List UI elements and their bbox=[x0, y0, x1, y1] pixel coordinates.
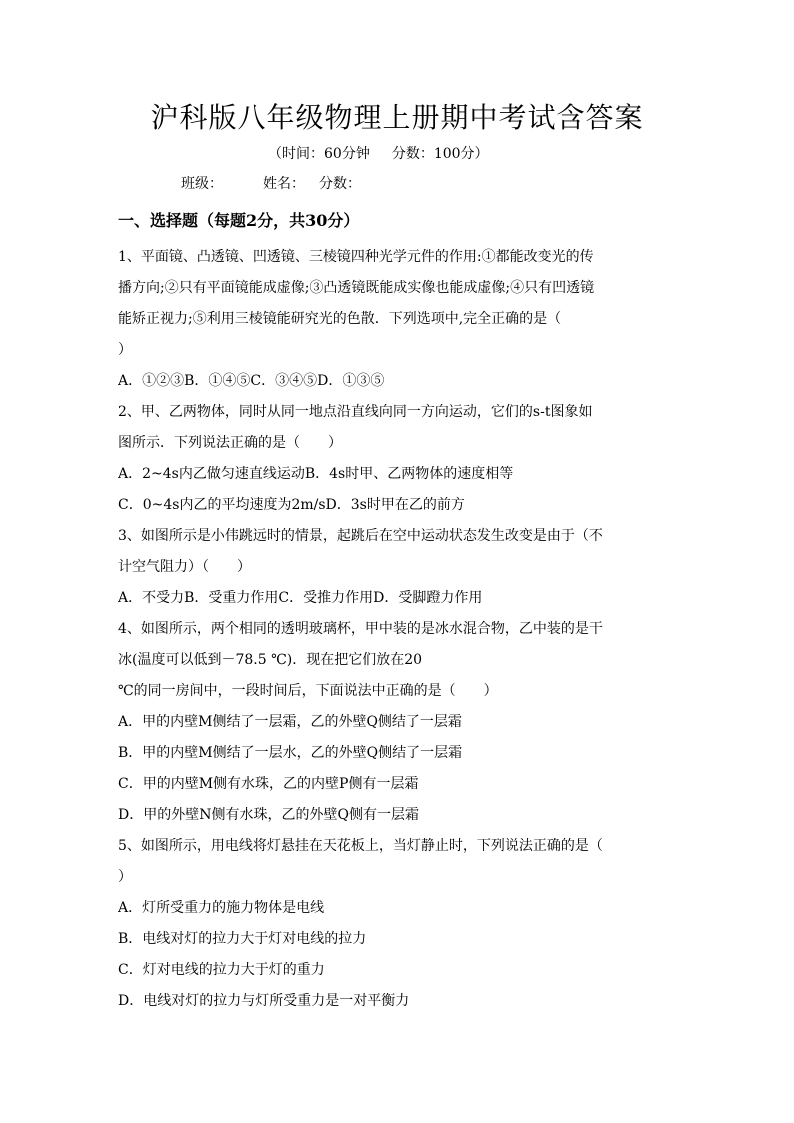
text-line: A．不受力B．受重力作用C．受推力作用D．受脚蹬力作用 bbox=[118, 590, 483, 606]
text-line: C．灯对电线的拉力大于灯的重力 bbox=[118, 962, 325, 978]
text-line: 5、如图所示，用电线将灯悬挂在天花板上，当灯静止时，下列说法正确的是（ bbox=[118, 838, 603, 854]
text-line: B．电线对灯的拉力大于灯对电线的拉力 bbox=[118, 931, 367, 947]
text-line: 1、平面镜、凸透镜、凹透镜、三棱镜四种光学元件的作用:①都能改变光的传 bbox=[118, 249, 594, 265]
text-line: ） bbox=[118, 342, 132, 358]
text-line: A．甲的内壁M侧结了一层霜，乙的外壁Q侧结了一层霜 bbox=[118, 714, 462, 730]
score-label: 分数： bbox=[319, 176, 361, 192]
class-label: 班级： bbox=[181, 176, 223, 192]
student-fields bbox=[181, 173, 361, 195]
text-line: D．电线对灯的拉力与灯所受重力是一对平衡力 bbox=[118, 993, 410, 1009]
text-line: A．灯所受重力的施力物体是电线 bbox=[118, 900, 325, 916]
text-line: C．甲的内壁M侧有水珠，乙的内壁P侧有一层霜 bbox=[118, 776, 419, 792]
text-line: ℃的同一房间中，一段时间后，下面说法中正确的是（ ） bbox=[118, 683, 498, 699]
text-line: ） bbox=[118, 869, 132, 885]
text-line: 计空气阻力）（ ） bbox=[118, 559, 251, 575]
text-line: 图所示．下列说法正确的是（ ） bbox=[118, 435, 342, 451]
text-line: 能矫正视力;⑤利用三棱镜能研究光的色散．下列选项中,完全正确的是（ bbox=[118, 311, 562, 327]
score-info: 分数：100分） bbox=[391, 146, 489, 162]
text-line: D．甲的外壁N侧有水珠，乙的外壁Q侧有一层霜 bbox=[118, 807, 419, 823]
text-line: 4、如图所示，两个相同的透明玻璃杯，甲中装的是冰水混合物，乙中装的是干 bbox=[118, 621, 603, 637]
text-line: 3、如图所示是小伟跳远时的情景，起跳后在空中运动状态发生改变是由于（不 bbox=[118, 528, 603, 544]
text-line: C．0~4s内乙的平均速度为2m/sD．3s时甲在乙的前方 bbox=[118, 497, 465, 513]
text-line: A．2~4s内乙做匀速直线运动B．4s时甲、乙两物体的速度相等 bbox=[118, 466, 514, 482]
text-line: A．①②③B．①④⑤C．③④⑤D．①③⑤ bbox=[118, 373, 385, 389]
text-line: 冰(温度可以低到－78.5 ℃)．现在把它们放在20 bbox=[118, 652, 423, 668]
text-line: B．甲的内壁M侧结了一层水，乙的外壁Q侧结了一层霜 bbox=[118, 745, 463, 761]
exam-meta bbox=[268, 143, 489, 165]
question-body bbox=[118, 242, 678, 1017]
time-info: （时间：60分钟 bbox=[268, 146, 370, 162]
name-label: 姓名： bbox=[263, 176, 305, 192]
page-title: 沪科版八年级物理上册期中考试含答案 bbox=[150, 101, 644, 134]
section-title: 一、选择题（每题2分，共30分） bbox=[118, 211, 360, 230]
text-line: 2、甲、乙两物体，同时从同一地点沿直线向同一方向运动，它们的s-t图象如 bbox=[118, 404, 593, 420]
text-line: 播方向;②只有平面镜能成虚像;③凸透镜既能成实像也能成虚像;④只有凹透镜 bbox=[118, 280, 595, 296]
